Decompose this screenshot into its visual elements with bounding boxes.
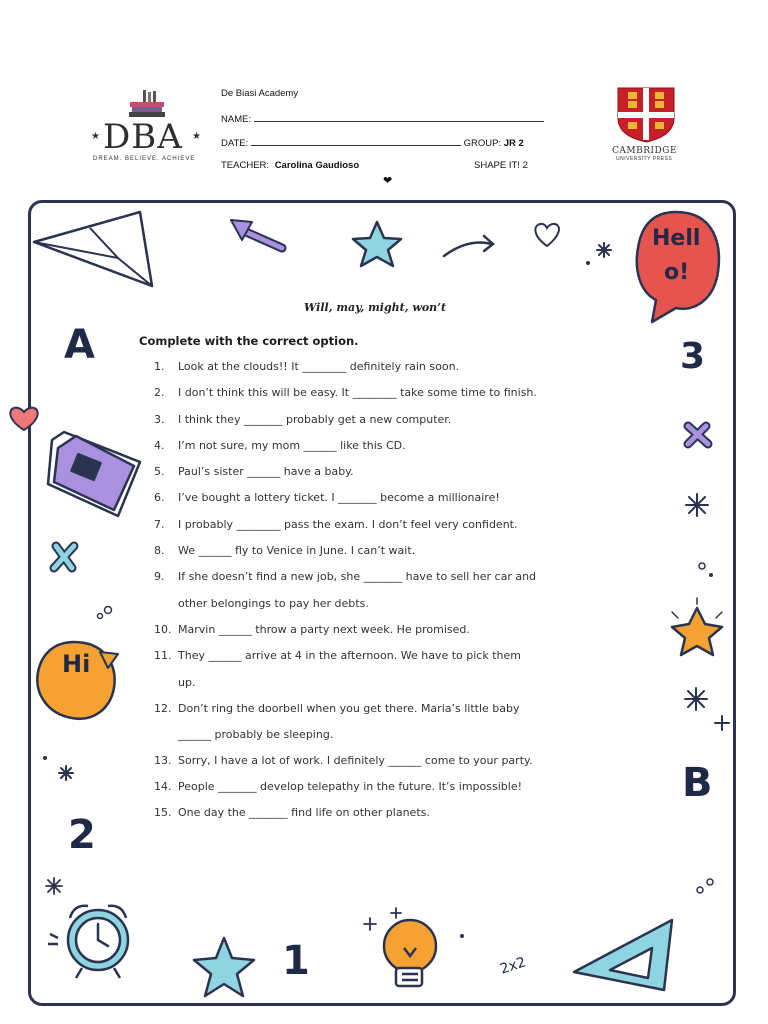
- star-icon: [672, 608, 722, 655]
- letter-a: A: [64, 322, 95, 368]
- dot-icon: [586, 261, 590, 265]
- item-text: If she doesn’t find a new job, she _______ have to sell her car and: [178, 570, 537, 583]
- sparkle-icon: [685, 688, 729, 730]
- item-text: I’ve bought a lottery ticket. I _______ become a millionaire!: [178, 491, 500, 504]
- letter-b: B: [682, 760, 713, 806]
- triangle-ruler-icon: [574, 920, 672, 990]
- item-text: I think they _______ probably get a new computer.: [178, 413, 452, 426]
- hearts-icon: ❤: [383, 175, 393, 187]
- item-number: 3.: [154, 413, 165, 426]
- exercise-instruction: Complete with the correct option.: [139, 334, 359, 348]
- dba-tagline: DREAM. BELIEVE. ACHIEVE: [93, 156, 196, 162]
- cross-icon: [688, 426, 708, 444]
- item-text-continuation: ______ probably be sleeping.: [178, 728, 334, 741]
- group-label: GROUP:: [463, 138, 502, 149]
- item-number: 7.: [154, 518, 165, 531]
- math-doodle: 2x2: [498, 954, 528, 978]
- number-2: 2: [68, 812, 96, 858]
- name-label: NAME:: [221, 114, 252, 125]
- hello-bubble-text-1: Hell: [652, 226, 701, 251]
- item-text-continuation: up.: [178, 676, 196, 689]
- curved-arrow-icon: [444, 236, 493, 256]
- dba-logo-text: DBA: [103, 117, 183, 157]
- item-number: 1.: [154, 360, 165, 373]
- item-text: Don’t ring the doorbell when you get there. Maria’s little baby: [178, 702, 520, 715]
- item-number: 9.: [154, 570, 165, 583]
- heart-icon: [535, 224, 559, 246]
- heart-icon: [10, 408, 37, 430]
- teacher-value: Carolina Gaudioso: [274, 160, 360, 171]
- item-text: People _______ develop telepathy in the future. It’s impossible!: [178, 780, 522, 793]
- cambridge-wordmark: CAMBRIDGE: [612, 146, 678, 156]
- item-number: 8.: [154, 544, 165, 557]
- hi-bubble-text: Hi: [62, 650, 91, 678]
- item-text: Marvin ______ throw a party next week. He promised.: [178, 623, 470, 636]
- item-text: They ______ arrive at 4 in the afternoon. We have to pick them: [178, 649, 521, 662]
- item-text: I probably ________ pass the exam. I don’t feel very confident.: [178, 518, 518, 531]
- item-number: 11.: [154, 649, 172, 662]
- item-text: We ______ fly to Venice in June. I can’t wait.: [178, 544, 416, 557]
- sparkle-icon: [597, 243, 611, 257]
- item-text: Paul’s sister ______ have a baby.: [178, 465, 354, 478]
- sparkle-icon: [59, 766, 73, 780]
- sparkle-icon: [686, 494, 708, 516]
- item-text-continuation: other belongings to pay her debts.: [178, 597, 369, 610]
- item-number: 2.: [154, 386, 165, 399]
- star-icon: ★: [91, 131, 100, 142]
- item-number: 13.: [154, 754, 172, 767]
- star-icon: ★: [192, 131, 201, 142]
- school-name: De Biasi Academy: [221, 88, 299, 99]
- item-number: 14.: [154, 780, 172, 793]
- item-text: One day the _______ find life on other planets.: [178, 806, 430, 819]
- item-number: 10.: [154, 623, 172, 636]
- item-number: 6.: [154, 491, 165, 504]
- item-number: 12.: [154, 702, 172, 715]
- item-text: I don’t think this will be easy. It ________ take some time to finish.: [178, 386, 537, 399]
- item-number: 15.: [154, 806, 172, 819]
- hello-bubble-text-2: o!: [664, 260, 690, 285]
- number-3: 3: [680, 336, 706, 377]
- group-value: JR 2: [503, 138, 524, 149]
- sparkle-icon: [46, 878, 62, 894]
- exercise-title: Will, may, might, won’t: [304, 301, 447, 314]
- star-icon: [194, 938, 254, 996]
- book-title: SHAPE IT! 2: [474, 160, 528, 171]
- item-text: Sorry, I have a lot of work. I definitely ______ come to your party.: [178, 754, 533, 767]
- paper-plane-icon: [34, 212, 152, 286]
- number-1: 1: [282, 938, 310, 984]
- date-label: DATE:: [221, 138, 249, 149]
- book-icon: [48, 432, 140, 516]
- item-number: 4.: [154, 439, 165, 452]
- star-icon: [353, 222, 401, 266]
- cross-icon: [54, 546, 74, 568]
- teacher-label: TEACHER:: [221, 160, 270, 171]
- alarm-clock-icon: [48, 906, 128, 978]
- cambridge-press: UNIVERSITY PRESS: [616, 156, 673, 162]
- item-text: Look at the clouds!! It ________ definitely rain soon.: [178, 360, 460, 373]
- light-bulb-icon: [384, 920, 436, 986]
- arrow-icon: [231, 220, 282, 248]
- item-number: 5.: [154, 465, 165, 478]
- item-text: I’m not sure, my mom ______ like this CD.: [178, 439, 406, 452]
